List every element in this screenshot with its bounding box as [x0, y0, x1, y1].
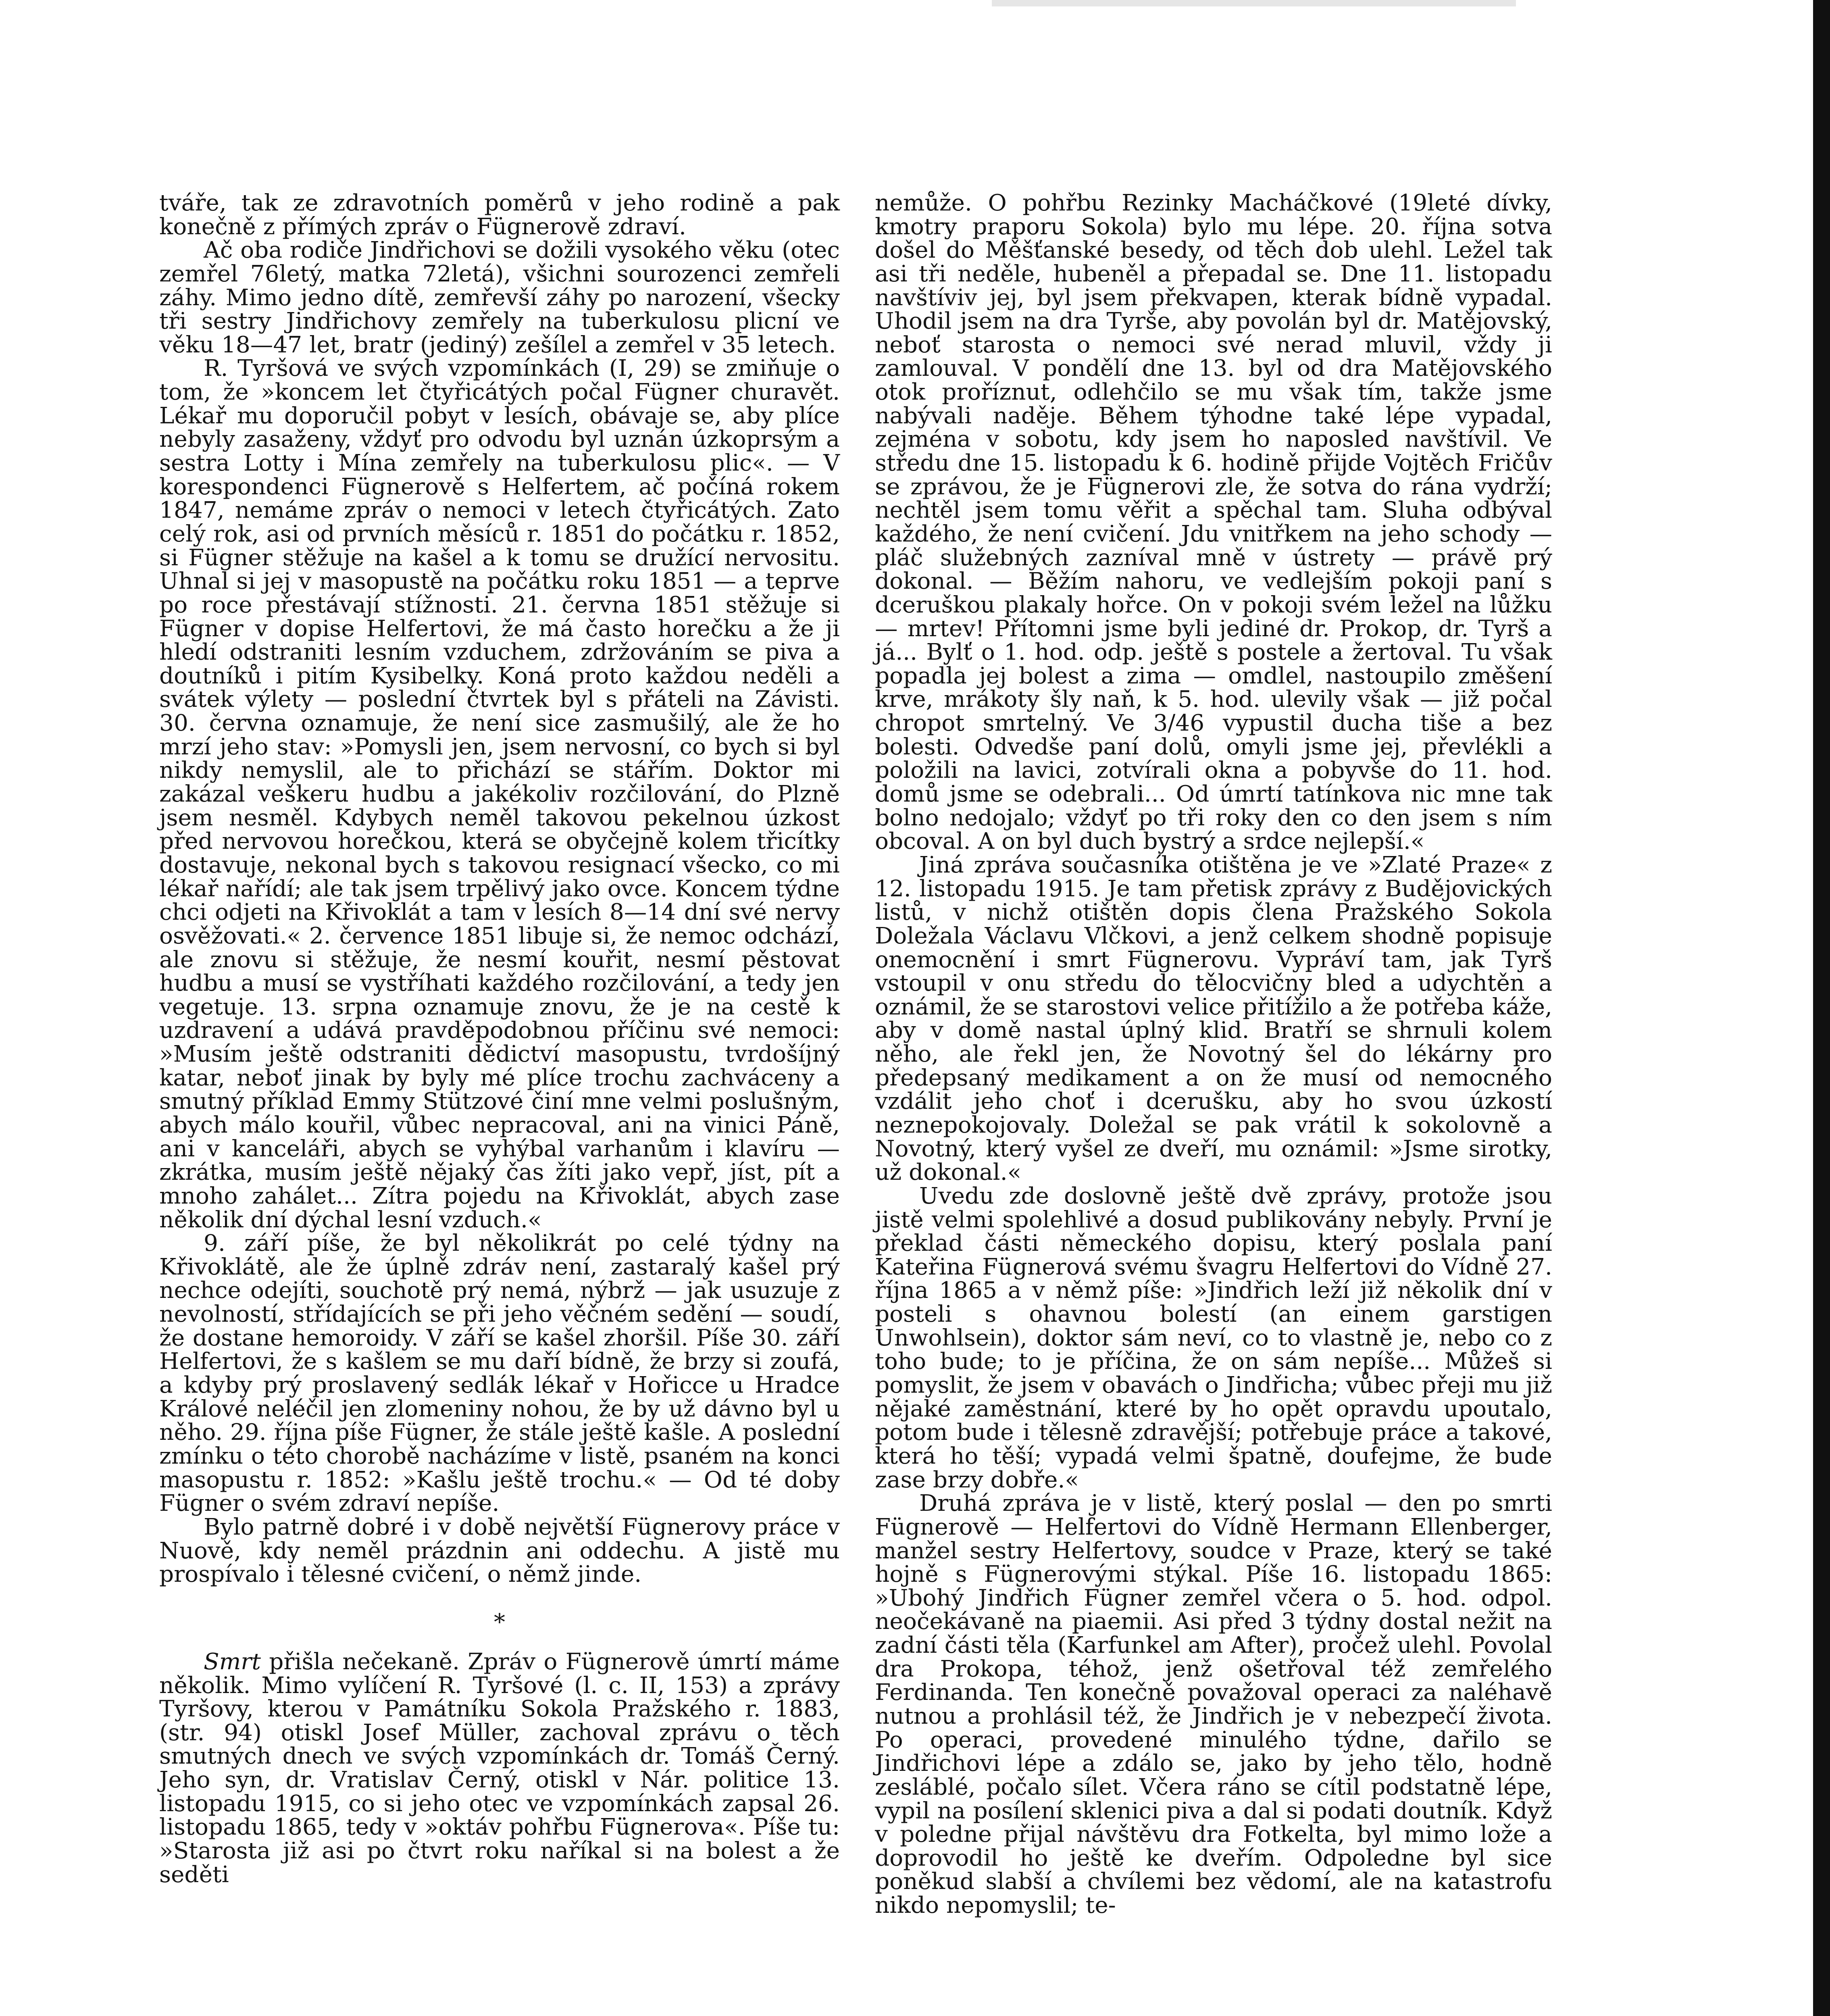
paragraph: 9. září píše, že byl několikrát po celé týdny na Křivoklátě, ale že úplně zdráv není, zastaralý kašel prý nechce odejíti, souchotě prý nemá, nýbrž — jak usuzuje z nevolností, střídajících se při jeho věčném sedění — soudí, že dostane hemoroidy. V září se kašel zhoršil. Píše 30. září Helfertovi, že s kašlem se mu daří bídně, že brzy si zoufá, a kdyby prý proslavený sedlák lékař v Hořicce u Hradce Králové neléčil jen zlomeniny nohou, že by už dávno byl u něho. 29. října píše Fügner, že stále ještě kašle. A poslední zmínku o této chorobě nacházíme v listě, psaném na konci masopustu r. 1852: »Kašlu ještě trochu.« — Od té doby Fügner o svém zdraví nepíše. — [159, 1230, 840, 1517]
paragraph: Ač oba rodiče Jindřichovi se dožili vysokého věku (otec zemřel 76letý, matka 72letá), všichni sourozenci zemřeli záhy. Mimo jedno dítě, zemřevší záhy po narození, všecky tři sestry Jindřichovy zemřely na tuberkulosu plicní ve věku 18—47 let, bratr (jediný) zešílel a zemřel v 35 letech. — [159, 237, 840, 358]
right-column — [875, 192, 1552, 1918]
paragraph: Bylo patrně dobré i v době největší Fügnerovy práce v Nuově, kdy neměl prázdnin ani oddechu. A jistě mu prospívalo i tělesné cvičení, o němž jinde. — [159, 1514, 840, 1588]
paragraph — [159, 1650, 840, 1887]
paragraph: Uvedu zde doslovně ještě dvě zprávy, protože jsou jistě velmi spolehlivé a dosud publikovány nebyly. První je překlad části německého dopisu, který poslala paní Kateřina Fügnerová svému švagru Helfertovi do Vídně 27. října 1865 a v němž píše: »Jindřich leží již několik dní v posteli s ohavnou bolestí (an einem garstigen Unwohlsein), doktor sám neví, co to vlastně je, nebo co z toho bude; to je příčina, že on sám nepíše... Můžeš si pomyslit, že jsem v obavách o Jindřicha; vůbec přeji mu již nějaké zaměstnání, které by ho opět opravdu upoutalo, potom bude i tělesně zdravější; potřebuje práce a takové, která ho těší; vypadá velmi špatně, doufejme, že bude zase brzy dobře.« — [875, 1183, 1552, 1493]
paragraph: Jiná zpráva současníka otištěna je ve »Zlaté Praze« z 12. listopadu 1915. Je tam přetisk zprávy z Budějovických listů, v nichž otištěn dopis člena Pražského Sokola Doležala Václavu Vlčkovi, a jenž celkem shodně popisuje onemocnění i smrt Fügnerovu. Vypráví tam, jak Tyrš vstoupil v onu středu do tělocvičny bled a udychtěn a oznámil, že se starostovi velice přitížilo a že potřeba káže, aby v domě nastal úplný klid. Bratří se shrnuli kolem něho, ale řekl jen, že Novotný šel do lékárny pro předepsaný medikament a on že musí od nemocného vzdálit jeho choť i dcerušku, aby ho svou úzkostí neznepokojovaly. Doležal se pak vrátil k sokolovně a Novotný, který vyšel ze dveří, mu oznámil: »Jsme sirotky, už dokonal.« — [875, 852, 1552, 1186]
scan-top-edge — [992, 0, 1516, 6]
paragraph-text: přišla nečekaně. Zpráv o Fügnerově úmrtí máme několik. Mimo vylíčení R. Tyršové (l. c. II, 153) a zprávy Tyršovy, kterou v Památníku Sokola Pražského r. 1883, (str. 94) otiskl Josef Müller, zachoval zprávu o těch smutných dnech ve svých vzpomínkách dr. Tomáš Černý. Jeho syn, dr. Vratislav Černý, otiskl v Nár. politice 13. listopadu 1915, co si jeho otec ve vzpomínkách zapsal 26. listopadu 1865, tedy v »oktáv pohřbu Fügnerova«. Píše tu: »Starosta již asi po čtvrt roku naříkal si na bolest a že seděti — [159, 1648, 840, 1888]
paragraph: Druhá zpráva je v listě, který poslal — den po smrti Fügnerově — Helfertovi do Vídně Hermann Ellenberger, manžel sestry Helfertovy, soudce v Praze, který se také hojně s Fügnerovými stýkal. Píše 16. listopadu 1865: »Ubohý Jindřich Fügner zemřel včera o 5. hod. odpol. neočekávaně na piaemii. Asi před 3 týdny dostal nežit na zadní části těla (Karfunkel am After), pročež ulehl. Povolal dra Prokopa, téhož, jenž ošetřoval též zemřelého Ferdinanda. Ten konečně považoval operaci za naléhavě nutnou a prohlásil též, že Jindřich je v nebezpečí života. Po operaci, provedené minulého týdne, dařilo se Jindřichovi lépe a zdálo se, jako by jeho tělo, hodně zesláblé, počalo sílet. Včera ráno se cítil podstatně lépe, vypil na posílení sklenici piva a dal si podati doutník. Když v poledne přijal návštěvu dra Fotkelta, byl mimo lože a doprovodil ho ještě ke dveřím. Odpoledne byl sice poněkud slabší a chvílemi bez vědomí, ale na katastrofu nikdo nepomyslil; te- — [875, 1490, 1552, 1919]
paragraph: nemůže. O pohřbu Rezinky Macháčkové (19leté dívky, kmotry praporu Sokola) bylo mu lépe. 20. října sotva došel do Měšťanské besedy, od těch dob ulehl. Ležel tak asi tři neděle, hubeněl a přepadal se. Dne 11. listopadu navštíviv jej, byl jsem překvapen, kterak bídně vypadal. Uhodil jsem na dra Tyrše, aby povolán byl dr. Matějovský, neboť starosta o nemoci své nerad mluvil, vždy ji zamlouval. V pondělí dne 13. byl od dra Matějovského otok proříznut, odlehčilo se mu však tím, takže jsme nabývali naděje. Během týhodne také lépe vypadal, zejména v sobotu, kdy jsem ho naposled navštívil. Ve středu dne 15. listopadu k 6. hodině přijde Vojtěch Fričův se zprávou, že je Fügnerovi zle, že sotva do rána vydrží; nechtěl jsem tomu věřit a spěchal tam. Sluha odbýval každého, že není cvičení. Jdu vnitřkem na jeho schody — pláč služebných zazníval mně v ústrety — právě prý dokonal. — Běžím nahoru, ve vedlejším pokoji paní s dceruškou plakaly hořce. On v pokoji svém ležel na lůžku — mrtev! Přítomni jsme byli jediné dr. Prokop, dr. Tyrš a já... Bylť o 1. hod. odp. ještě s postele a žertoval. Tu však popadla jej bolest a zima — omdlel, nastoupilo změšení krve, mrákoty šly naň, k 5. hod. ulevily však — již počal chropot smrtelný. Ve 3/46 vypustil ducha tiše a bez bolesti. Odvedše paní dolů, omyli jsme jej, převlékli a položili na lavici, zotvírali okna a pobyvše do 11. hod. domů jsme se odebrali... Od úmrtí tatínkova nic mne tak bolno nedojalo; vždyť po tři roky den co den jsem s ním obcoval. A on byl duch bystrý a srdce nejlepší.« — [875, 190, 1552, 855]
left-column — [159, 192, 840, 1887]
section-separator: * — [494, 1609, 505, 1635]
paragraph: R. Tyršová ve svých vzpomínkách (I, 29) se zmiňuje o tom, že »koncem let čtyřicátých počal Fügner churavět. Lékař mu doporučil pobyt v lesích, obávaje se, aby plíce nebyly zasaženy, vždyť pro odvodu byl uznán úzkoprsým a sestra Lotty i Mína zemřely na tuberkulosu plic«. — V korespondenci Fügnerově s Helfertem, ač počíná rokem 1847, nemáme zpráv o nemoci v letech čtyřicátých. Zato celý rok, asi od prvních měsíců r. 1851 do počátku r. 1852, si Fügner stěžuje na kašel a k tomu se družící nervositu. Uhnal si jej v masopustě na počátku roku 1851 — a teprve po roce přestávají stížnosti. 21. června 1851 stěžuje si Fügner v dopise Helfertovi, že má často horečku a že ji hledí odstraniti lesním vzduchem, zdržováním se piva a doutníků i pitím Kysibelky. Koná proto každou neděli a svátek výlety — poslední čtvrtek byl s přáteli na Závisti. 30. června oznamuje, že není sice zasmušilý, ale že ho mrzí jeho stav: »Pomysli jen, jsem nervosní, co bych si byl nikdy nemyslil, ale to přichází se stářím. Doktor mi zakázal veškeru hudbu a jakékoliv rozčilování, do Plzně jsem nesměl. Kdybych neměl takovou pekelnou úzkost před nervovou horečkou, která se obyčejně kolem třicítky dostavuje, nekonal bych s takovou resignací všecko, co mi lékař nařídí; ale tak jsem trpělivý jako ovce. Koncem týdne chci odjeti na Křivoklát a tam v lesích 8—14 dní své nervy osvěžovati.« 2. července 1851 libuje si, že nemoc odchází, ale znovu si stěžuje, že nesmí kouřit, nesmí pěstovat hudbu a musí se vystříhati každého rozčilování, a tedy jen vegetuje. 13. srpna oznamuje znovu, že je na cestě k uzdravení a udává pravděpodobnou příčinu své nemoci: »Musím ještě odstraniti dědictví masopustu, tvrdošíjný katar, neboť jinak by byly mé plíce trochu zachváceny a smutný příklad Emmy Stützové činí mne velmi poslušným, abych málo kouřil, vůbec nepracoval, ani na vinici Páně, ani v kanceláři, abych se vyhýbal varhanům i klavíru — zkrátka, musím ještě nějaký čas žíti jako vepř, jíst, pít a mnoho zahálet... Zítra pojedu na Křivoklát, abych zase několik dní dýchal lesní vzduch.« — [159, 355, 840, 1233]
paragraph-lead-word: Smrt — [204, 1648, 261, 1675]
paragraph: tváře, tak ze zdravotních poměrů v jeho rodině a pak konečně z přímých zpráv o Fügnerově zdraví. — [159, 190, 840, 240]
scan-right-edge — [1813, 0, 1830, 2016]
